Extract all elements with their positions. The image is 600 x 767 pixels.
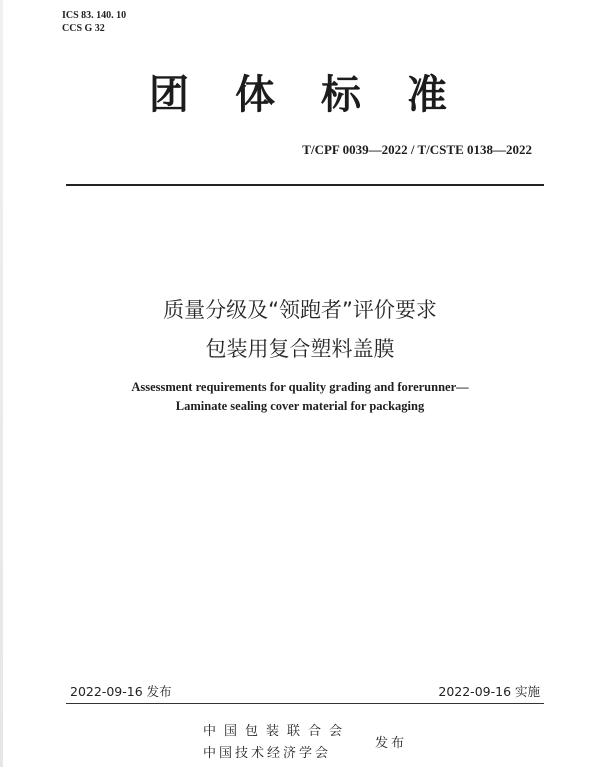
english-title-line-2: Laminate sealing cover material for packaging <box>175 399 425 413</box>
chinese-title-line-1: 质量分级及“领跑者”评价要求 <box>163 298 437 322</box>
publisher-org-2: 中国技术经济学会 <box>203 746 332 761</box>
ccs-code: CCS G 32 <box>62 23 105 34</box>
implementation-date: 2022-09-16 实施 <box>438 684 540 699</box>
chinese-title-line-2: 包装用复合塑料盖膜 <box>205 337 395 361</box>
publish-label: 发布 <box>375 736 408 751</box>
classification-codes <box>62 9 126 35</box>
footer-divider <box>66 703 544 704</box>
issue-date: 2022-09-16 发布 <box>70 684 172 699</box>
ics-code: ICS 83. 140. 10 <box>62 10 127 21</box>
english-title-line-1: Assessment requirements for quality grading and forerunner— <box>131 380 469 394</box>
publisher-org-1: 中国包装联合会 <box>203 724 351 739</box>
standard-number: T/CPF 0039—2022 / T/CSTE 0138—2022 <box>302 142 532 157</box>
header-divider <box>66 184 544 186</box>
document-type-title: 团体标准 <box>149 72 493 118</box>
